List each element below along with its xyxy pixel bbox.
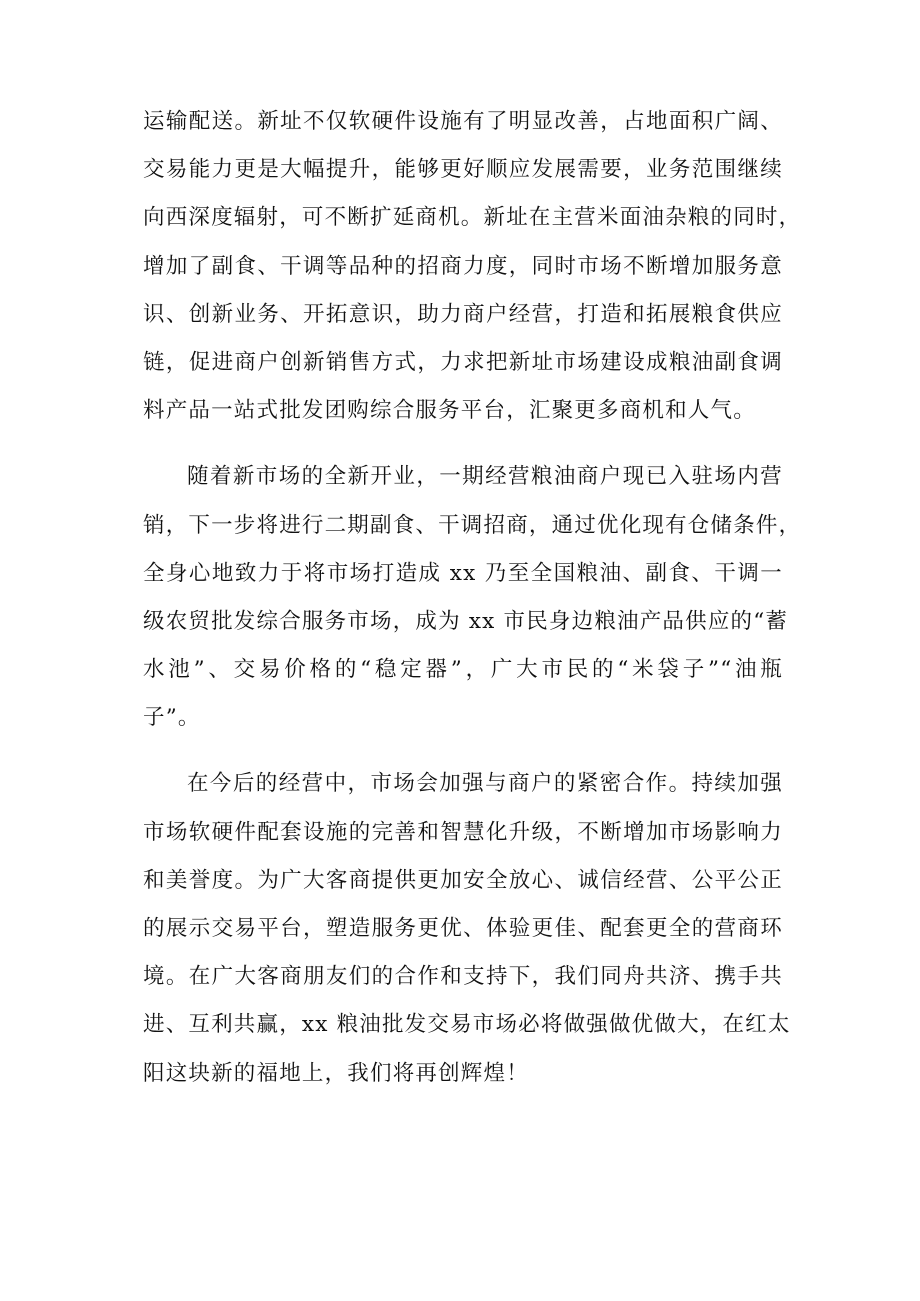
text-line: 阳这块新的福地上，我们将再创辉煌！ xyxy=(143,1060,529,1086)
text-line: 随着新市场的全新开业，一期经营粮油商户现已入驻场内营 xyxy=(187,464,783,490)
text-line: 销，下一步将进行二期副食、干调招商，通过优化现有仓储条件， xyxy=(143,512,802,538)
text-line: 的展示交易平台，塑造服务更优、体验更佳、配套更全的营商环 xyxy=(143,916,783,941)
paragraph-gap xyxy=(143,435,783,453)
paragraph-3 xyxy=(143,760,791,1097)
paragraph-gap xyxy=(143,742,783,760)
text-line: 全身心地致力于将市场打造成 xx 乃至全国粮油、副食、干调一 xyxy=(143,560,783,586)
text-line: 料产品一站式批发团购综合服务平台，汇聚更多商机和人气。 xyxy=(143,398,756,424)
text-line: 级农贸批发综合服务市场，成为 xx 市民身边粮油产品供应的“蓄 xyxy=(143,608,789,634)
document-body xyxy=(143,98,802,1098)
text-line: 交易能力更是大幅提升，能够更好顺应发展需要，业务范围继续 xyxy=(143,157,783,183)
text-line: 在今后的经营中，市场会加强与商户的紧密合作。持续加强 xyxy=(187,771,783,797)
paragraph-2 xyxy=(143,453,802,742)
text-line: 境。在广大客商朋友们的合作和支持下，我们同舟共济、携手共 xyxy=(143,964,783,990)
text-line: 增加了副食、干调等品种的招商力度，同时市场不断增加服务意 xyxy=(143,253,783,279)
text-line: 链，促进商户创新销售方式，力求把新址市场建设成粮油副食调 xyxy=(143,349,783,375)
text-line: 运输配送。新址不仅软硬件设施有了明显改善，占地面积广阔、 xyxy=(143,109,783,134)
paragraph-1 xyxy=(143,98,802,435)
text-line: 向西深度辐射，可不断扩延商机。新址在主营米面油杂粮的同时， xyxy=(143,205,802,231)
text-line: 和美誉度。为广大客商提供更加安全放心、诚信经营、公平公正 xyxy=(143,867,783,893)
text-line: 识、创新业务、开拓意识，助力商户经营，打造和拓展粮食供应 xyxy=(143,301,783,327)
text-line: 市场软硬件配套设施的完善和智慧化升级，不断增加市场影响力 xyxy=(143,819,783,845)
text-line: 水池”、交易价格的“稳定器”，广大市民的“米袋子”“油瓶 xyxy=(143,657,783,683)
text-line: 进、互利共赢，xx 粮油批发交易市场必将做强做优做大，在红太 xyxy=(143,1012,791,1038)
text-line: 子”。 xyxy=(143,705,201,731)
